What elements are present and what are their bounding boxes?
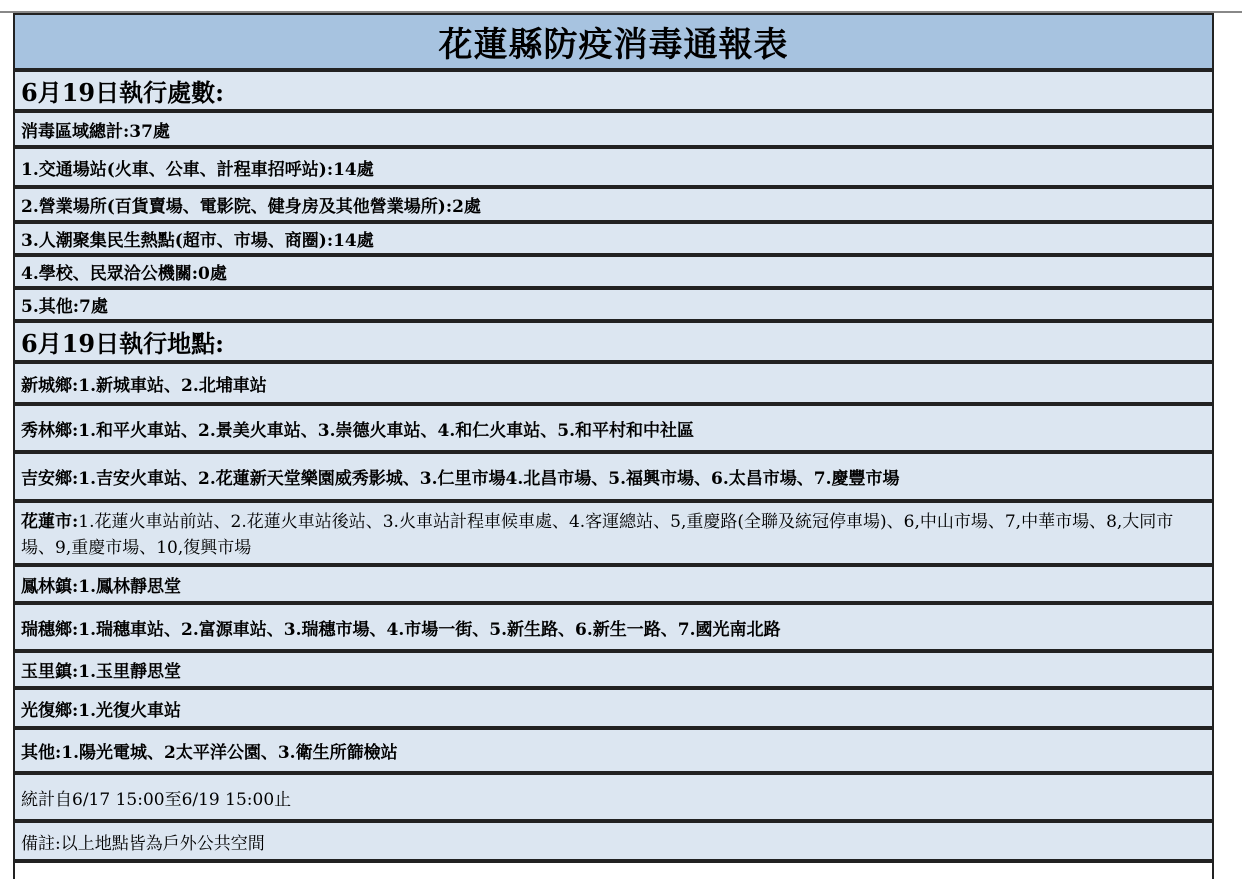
location-yuli-row xyxy=(15,651,1212,688)
count-total-row xyxy=(15,111,1212,147)
location-jian-row xyxy=(15,452,1212,501)
count-heading-row xyxy=(15,70,1212,111)
location-fenglin: 鳳林鎮:1.鳳林靜思堂 xyxy=(21,576,182,597)
location-hualien-label: 花蓮市: xyxy=(21,512,79,532)
count-other-row xyxy=(15,288,1212,321)
location-hualien-row xyxy=(15,501,1212,565)
count-heading: 6月19日執行處數: xyxy=(21,78,224,107)
location-ruisui-row xyxy=(15,603,1212,651)
location-other-row xyxy=(15,728,1212,773)
blank-row xyxy=(15,861,1212,879)
location-ruisui: 瑞穗鄉:1.瑞穗車站、2.富源車站、3.瑞穗市場、4.市場一街、5.新生路、6.新生一路、7.國光南北路 xyxy=(21,619,781,640)
location-jian: 吉安鄉:1.吉安火車站、2.花蓮新天堂樂園威秀影城、3.仁里市場4.北昌市場、5.福興市場、6.太昌市場、7.慶豐市場 xyxy=(21,469,900,489)
title-row xyxy=(15,13,1212,70)
location-hualien xyxy=(21,509,1212,561)
location-xiulin-row xyxy=(15,404,1212,452)
location-guangfu-row xyxy=(15,688,1212,728)
location-xincheng: 新城鄉:1.新城車站、2.北埔車站 xyxy=(21,375,267,396)
report-sheet xyxy=(13,13,1214,879)
count-transport-row xyxy=(15,147,1212,187)
location-hualien-value: 1.花蓮火車站前站、2.花蓮火車站後站、3.火車站計程車候車處、4.客運總站、5,重慶路(全聯及統冠停車場)、6,中山市場、7,中華市場、8,大同市場、9,重慶市場、10,復興市場 xyxy=(21,512,1174,558)
count-total: 消毒區域總計:37處 xyxy=(21,121,170,142)
location-heading-row xyxy=(15,321,1212,362)
count-business: 2.營業場所(百貨賣場、電影院、健身房及其他營業場所):2處 xyxy=(21,197,481,217)
count-school: 4.學校、民眾洽公機關:0處 xyxy=(21,264,227,284)
location-other: 其他:1.陽光電城、2太平洋公園、3.衛生所篩檢站 xyxy=(21,743,398,763)
count-hotspot-row xyxy=(15,222,1212,255)
stats-period-row xyxy=(15,773,1212,821)
remark-row xyxy=(15,821,1212,861)
count-hotspot: 3.人潮聚集民生熱點(超市、市場、商圈):14處 xyxy=(21,231,374,251)
location-fenglin-row xyxy=(15,565,1212,603)
count-school-row xyxy=(15,255,1212,288)
location-xiulin: 秀林鄉:1.和平火車站、2.景美火車站、3.崇德火車站、4.和仁火車站、5.和平村和中社區 xyxy=(21,420,695,441)
count-transport: 1.交通場站(火車、公車、計程車招呼站):14處 xyxy=(21,159,374,180)
count-business-row xyxy=(15,187,1212,222)
location-yuli: 玉里鎮:1.玉里靜思堂 xyxy=(21,662,182,682)
remark: 備註:以上地點皆為戶外公共空間 xyxy=(21,833,265,854)
location-xincheng-row xyxy=(15,362,1212,404)
count-other: 5.其他:7處 xyxy=(21,297,108,317)
report-title: 花蓮縣防疫消毒通報表 xyxy=(438,25,789,65)
stats-period: 統計自6/17 15:00至6/19 15:00止 xyxy=(21,789,292,810)
location-guangfu: 光復鄉:1.光復火車站 xyxy=(21,700,182,721)
location-heading: 6月19日執行地點: xyxy=(21,329,224,358)
